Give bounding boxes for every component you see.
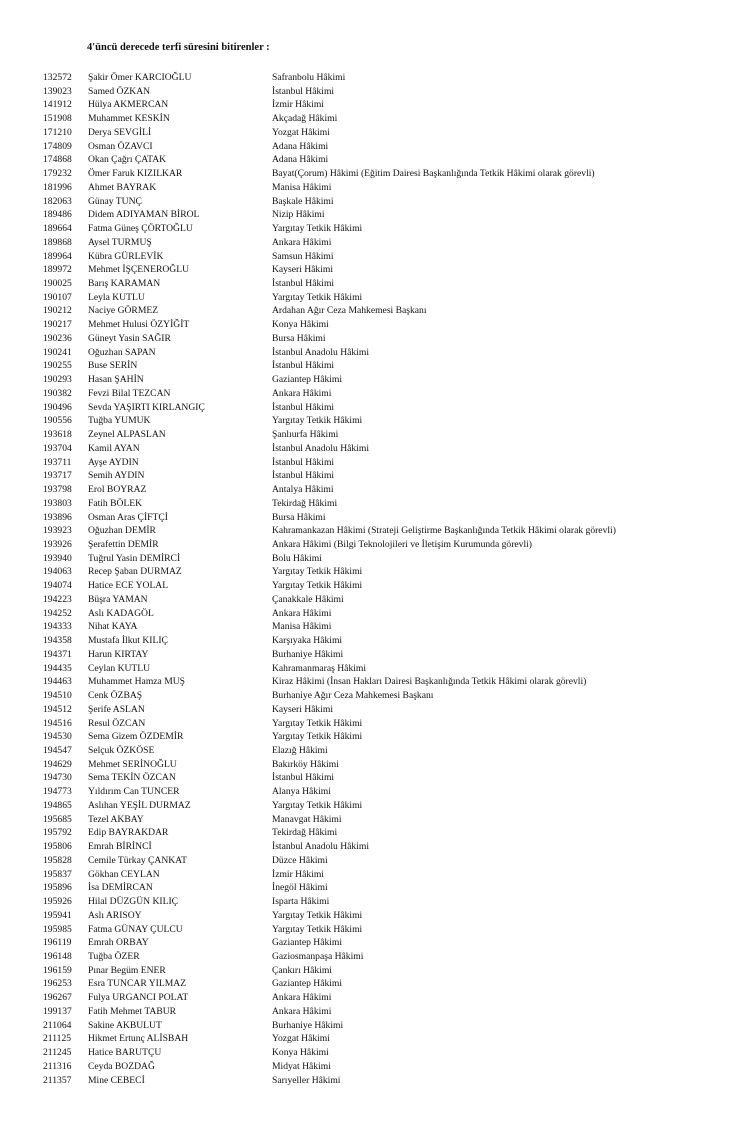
judge-name: Muhammet Hamza MUŞ [88,676,185,688]
judge-name: Nihat KAYA [88,621,138,633]
list-item [43,1046,713,1060]
judge-name: Yıldırım Can TUNCER [88,786,180,798]
registry-number: 190556 [43,415,72,427]
assignment: Adana Hâkimi [272,140,329,152]
judge-name: Ahmet BAYRAK [88,181,157,193]
registry-number: 196253 [43,978,72,990]
assignment: Başkale Hâkimi [272,195,334,207]
judge-name: Sema Gizem ÖZDEMİR [88,731,184,743]
list-item [43,977,713,991]
list-item [43,153,713,167]
registry-number: 194510 [43,690,72,702]
judge-name: Resul ÖZCAN [88,717,146,729]
list-item [43,1032,713,1046]
list-item [43,634,713,648]
judge-name: Aslı ARISOY [88,909,142,921]
list-item [43,923,713,937]
list-item [43,607,713,621]
judge-name: Edip BAYRAKDAR [88,827,169,839]
list-item [43,318,713,332]
list-item [43,895,713,909]
assignment: Akçadağ Hâkimi [272,113,338,125]
registry-number: 194629 [43,758,72,770]
registry-number: 193940 [43,552,72,564]
list-item [43,181,713,195]
assignment: Yozgat Hâkimi [272,126,330,138]
list-item [43,414,713,428]
judge-name: Aysel TURMUŞ [88,236,152,248]
list-item [43,730,713,744]
list-item [43,826,713,840]
list-item [43,222,713,236]
assignment: Kiraz Hâkimi (İnsan Hakları Dairesi Başkanlığında Tetkik Hâkimi olarak görevli) [272,676,587,688]
registry-number: 190382 [43,387,72,399]
list-item [43,126,713,140]
assignment: Alanya Hâkimi [272,786,331,798]
registry-number: 193803 [43,497,72,509]
assignment: Manisa Hâkimi [272,621,332,633]
assignment: Ankara Hâkimi [272,387,332,399]
registry-number: 179232 [43,168,72,180]
registry-number: 193711 [43,456,72,468]
registry-number: 195896 [43,882,72,894]
assignment: Burhaniye Hâkimi [272,1019,344,1031]
assignment: Bolu Hâkimi [272,552,322,564]
list-item [43,771,713,785]
assignment: Yargıtay Tetkik Hâkimi [272,799,363,811]
judge-name: Selçuk ÖZKÖSE [88,744,155,756]
registry-number: 194223 [43,593,72,605]
registry-number: 189972 [43,264,72,276]
judge-name: Mehmet SERİNOĞLU [88,758,177,770]
assignment: Yargıtay Tetkik Hâkimi [272,291,363,303]
judge-name: Erol BOYRAZ [88,484,147,496]
list-item [43,538,713,552]
registry-number: 182063 [43,195,72,207]
assignment: Yargıtay Tetkik Hâkimi [272,580,363,592]
judge-name: Ceylan KUTLU [88,662,151,674]
registry-number: 190496 [43,401,72,413]
judge-name: Mustafa İlkut KILIÇ [88,635,168,647]
registry-number: 195828 [43,854,72,866]
judge-name: Osman Aras ÇİFTÇİ [88,511,168,523]
registry-number: 211125 [43,1033,72,1045]
assignment: Gaziantep Hâkimi [272,978,343,990]
registry-number: 193896 [43,511,72,523]
assignment: Manisa Hâkimi [272,181,332,193]
assignment: Ankara Hâkimi [272,992,332,1004]
list-item [43,703,713,717]
registry-number: 196119 [43,937,72,949]
assignment: Isparta Hâkimi [272,896,330,908]
registry-number: 190107 [43,291,72,303]
judge-name: Hatice ECE YOLAL [88,580,169,592]
judge-name: Leyla KUTLU [88,291,145,303]
registry-number: 132572 [43,72,72,83]
list-item [43,579,713,593]
judge-name: Mine CEBECİ [88,1074,145,1086]
judge-name: Hatice BARUTÇU [88,1047,162,1059]
registry-number: 211316 [43,1060,72,1072]
judge-name: Sema TEKİN ÖZCAN [88,772,176,784]
judge-name: Şakir Ömer KARCIOĞLU [88,72,192,83]
assignment: Konya Hâkimi [272,319,329,331]
judge-name: Aslı KADAGÖL [88,607,154,619]
list-item [43,511,713,525]
judge-name: Okan Çağrı ÇATAK [88,154,167,166]
assignment: İzmir Hâkimi [272,868,324,880]
list-item [43,868,713,882]
judge-name: Kübra GÜRLEVİK [88,250,164,262]
assignment: Kahramankazan Hâkimi (Strateji Geliştirme Başkanlığında Tetkik Hâkimi olarak görevli) [272,525,616,537]
assignment: İstanbul Anadolu Hâkimi [272,346,369,358]
list-item [43,236,713,250]
registry-number: 194333 [43,621,72,633]
list-item [43,250,713,264]
assignment: Kayseri Hâkimi [272,703,334,715]
registry-number: 194435 [43,662,72,674]
list-item [43,881,713,895]
assignment: Düzce Hâkimi [272,854,328,866]
list-item [43,840,713,854]
assignment: Yargıtay Tetkik Hâkimi [272,566,363,578]
document-heading: 4'üncü derecede terfi süresini bitirenler : [87,42,270,53]
judge-name: Harun KIRTAY [88,648,149,660]
judge-name: Emrah BİRİNCİ [88,841,152,853]
registry-number: 151908 [43,113,72,125]
judge-name: Şerafettin DEMİR [88,538,159,550]
registry-number: 211064 [43,1019,72,1031]
registry-number: 194463 [43,676,72,688]
judge-name: Tuğba YUMUK [88,415,151,427]
assignment: Karşıyaka Hâkimi [272,635,343,647]
registry-number: 189486 [43,209,72,221]
list-item [43,359,713,373]
assignment: Yozgat Hâkimi [272,1033,330,1045]
judge-name: İsa DEMİRCAN [88,882,153,894]
judge-name: Recep Şaban DURMAZ [88,566,182,578]
assignment: Safranbolu Hâkimi [272,72,346,83]
registry-number: 195926 [43,896,72,908]
assignment: İstanbul Hâkimi [272,85,335,97]
list-item [43,332,713,346]
judge-name: Sakine AKBULUT [88,1019,162,1031]
assignment: Ankara Hâkimi (Bilgi Teknolojileri ve İletişim Kurumunda görevli) [272,538,532,550]
assignment: İstanbul Hâkimi [272,401,335,413]
assignment: Midyat Hâkimi [272,1060,331,1072]
list-item [43,442,713,456]
assignment: Yargıtay Tetkik Hâkimi [272,731,363,743]
assignment: İstanbul Hâkimi [272,456,335,468]
judge-name: Fatma Güneş ÇÖRTOĞLU [88,223,193,235]
list-item [43,648,713,662]
assignment: Nizip Hâkimi [272,209,325,221]
judge-name: Samed ÖZKAN [88,85,151,97]
assignment: Konya Hâkimi [272,1047,329,1059]
judge-name: Fatih BÖLEK [88,497,143,509]
registry-number: 194773 [43,786,72,798]
registry-number: 190212 [43,305,72,317]
registry-number: 211357 [43,1074,72,1086]
assignment: Elazığ Hâkimi [272,744,328,756]
assignment: Yargıtay Tetkik Hâkimi [272,909,363,921]
list-item [43,401,713,415]
list-item [43,373,713,387]
registry-number: 193618 [43,429,72,441]
assignment: Kahramanmaraş Hâkimi [272,662,367,674]
judge-name: Fatih Mehmet TABUR [88,1005,177,1017]
list-item [43,964,713,978]
list-item [43,552,713,566]
assignment: Bursa Hâkimi [272,511,326,523]
list-item [43,346,713,360]
registry-number: 196148 [43,951,72,962]
list-item [43,909,713,923]
assignment: Kayseri Hâkimi [272,264,334,276]
list-item [43,593,713,607]
assignment: İstanbul Anadolu Hâkimi [272,841,369,853]
judge-name: Ömer Faruk KIZILKAR [88,168,183,180]
list-item [43,387,713,401]
registry-number: 195985 [43,923,72,935]
list-item [43,950,713,964]
judge-name: Oğuzhan DEMİR [88,525,156,537]
list-item [43,758,713,772]
judge-name: Didem ADIYAMAN BİROL [88,209,200,221]
list-item [43,428,713,442]
list-item [43,304,713,318]
assignment: Gaziantep Hâkimi [272,937,343,949]
assignment: Bakırköy Hâkimi [272,758,339,770]
judge-name: Fulya URGANCI POLAT [88,992,189,1004]
registry-number: 195837 [43,868,72,880]
judge-name: Şerife ASLAN [88,703,145,715]
list-item [43,71,713,85]
judge-name: Oğuzhan SAPAN [88,346,156,358]
judge-name: Esra TUNCAR YILMAZ [88,978,187,990]
judge-name: Ayşe AYDIN [88,456,139,468]
assignment: Gaziosmanpaşa Hâkimi [272,951,364,962]
registry-number: 190293 [43,374,72,386]
assignment: Yargıtay Tetkik Hâkimi [272,223,363,235]
assignment: İstanbul Hâkimi [272,278,335,290]
assignment: Ankara Hâkimi [272,607,332,619]
list-item [43,799,713,813]
assignment: Yargıtay Tetkik Hâkimi [272,717,363,729]
judge-name: Aslıhan YEŞİL DURMAZ [88,799,191,811]
registry-number: 189868 [43,236,72,248]
assignment: Adana Hâkimi [272,154,329,166]
registry-number: 190255 [43,360,72,372]
list-item [43,208,713,222]
judge-name: Fevzi Bilal TEZCAN [88,387,171,399]
judge-name: Naciye GÖRMEZ [88,305,159,317]
assignment: Çanakkale Hâkimi [272,593,344,605]
judge-list [43,71,713,1087]
judge-name: Güneyt Yasin SAĞIR [88,332,171,344]
judge-name: Mehmet Hulusi ÖZYİĞİT [88,319,190,331]
registry-number: 174809 [43,140,72,152]
registry-number: 194358 [43,635,72,647]
judge-name: Hasan ŞAHİN [88,374,144,386]
registry-number: 195685 [43,813,72,825]
registry-number: 193926 [43,538,72,550]
list-item [43,675,713,689]
judge-name: Büşra YAMAN [88,593,148,605]
registry-number: 194371 [43,648,72,660]
registry-number: 194074 [43,580,72,592]
judge-name: Hülya AKMERCAN [88,99,169,111]
assignment: Sarıyeller Hâkimi [272,1074,341,1086]
list-item [43,785,713,799]
judge-name: Mehmet İŞÇENEROĞLU [88,264,189,276]
registry-number: 194530 [43,731,72,743]
registry-number: 194063 [43,566,72,578]
list-item [43,565,713,579]
assignment: Burhaniye Ağır Ceza Mahkemesi Başkanı [272,690,434,702]
assignment: İstanbul Hâkimi [272,360,335,372]
registry-number: 189664 [43,223,72,235]
registry-number: 195806 [43,841,72,853]
registry-number: 194547 [43,744,72,756]
judge-name: Tuğba ÖZER [88,951,140,962]
judge-name: Barış KARAMAN [88,278,161,290]
list-item [43,291,713,305]
list-item [43,483,713,497]
registry-number: 196267 [43,992,72,1004]
assignment: Bayat(Çorum) Hâkimi (Eğitim Dairesi Başkanlığında Tetkik Hâkimi olarak görevli) [272,168,595,180]
judge-name: Emrah ORBAY [88,937,149,949]
list-item [43,936,713,950]
judge-name: Zeynel ALPASLAN [88,429,166,441]
registry-number: 194252 [43,607,72,619]
assignment: Şanlıurfa Hâkimi [272,429,339,441]
judge-name: Cenk ÖZBAŞ [88,690,143,702]
judge-name: Tezel AKBAY [88,813,144,825]
list-item [43,524,713,538]
list-item [43,1005,713,1019]
list-item [43,854,713,868]
judge-name: Gökhan CEYLAN [88,868,160,880]
registry-number: 211245 [43,1047,72,1059]
assignment: Bursa Hâkimi [272,332,326,344]
list-item [43,813,713,827]
list-item [43,85,713,99]
judge-name: Kamil AYAN [88,442,140,454]
judge-name: Buse SERİN [88,360,138,372]
list-item [43,263,713,277]
judge-name: Fatma GÜNAY ÇULCU [88,923,183,935]
assignment: İzmir Hâkimi [272,99,324,111]
list-item [43,277,713,291]
registry-number: 194516 [43,717,72,729]
judge-name: Sevda YAŞIRTI KIRLANGIÇ [88,401,205,413]
assignment: Yargıtay Tetkik Hâkimi [272,923,363,935]
judge-name: Günay TUNÇ [88,195,142,207]
list-item [43,167,713,181]
registry-number: 193798 [43,484,72,496]
assignment: Ankara Hâkimi [272,1005,332,1017]
list-item [43,195,713,209]
registry-number: 193923 [43,525,72,537]
judge-name: Osman ÖZAVCI [88,140,153,152]
list-item [43,689,713,703]
registry-number: 139023 [43,85,72,97]
list-item [43,1074,713,1088]
registry-number: 195792 [43,827,72,839]
judge-name: Cemile Türkay ÇANKAT [88,854,187,866]
registry-number: 196159 [43,964,72,976]
assignment: Samsun Hâkimi [272,250,334,262]
registry-number: 194512 [43,703,72,715]
judge-name: Derya SEVGİLİ [88,126,152,138]
list-item [43,717,713,731]
assignment: Gaziantep Hâkimi [272,374,343,386]
list-item [43,112,713,126]
judge-name: Ceyda BOZDAĞ [88,1060,155,1072]
registry-number: 141912 [43,99,72,111]
assignment: İstanbul Hâkimi [272,470,335,482]
registry-number: 194865 [43,799,72,811]
registry-number: 190236 [43,332,72,344]
assignment: Ardahan Ağır Ceza Mahkemesi Başkanı [272,305,427,317]
registry-number: 195941 [43,909,72,921]
assignment: Yargıtay Tetkik Hâkimi [272,415,363,427]
assignment: İstanbul Anadolu Hâkimi [272,442,369,454]
list-item [43,620,713,634]
list-item [43,140,713,154]
assignment: İnegöl Hâkimi [272,882,328,894]
list-item [43,497,713,511]
assignment: Antalya Hâkimi [272,484,334,496]
registry-number: 174868 [43,154,72,166]
list-item [43,744,713,758]
judge-name: Tuğrul Yasin DEMİRCİ [88,552,181,564]
assignment: Burhaniye Hâkimi [272,648,344,660]
judge-name: Hilal DÜZGÜN KILIÇ [88,896,179,908]
registry-number: 193704 [43,442,72,454]
registry-number: 189964 [43,250,72,262]
list-item [43,991,713,1005]
list-item [43,98,713,112]
list-item [43,469,713,483]
assignment: Çankırı Hâkimi [272,964,332,976]
registry-number: 190217 [43,319,72,331]
list-item [43,1019,713,1033]
list-item [43,1060,713,1074]
list-item [43,662,713,676]
assignment: İstanbul Hâkimi [272,772,335,784]
registry-number: 171210 [43,126,72,138]
registry-number: 190241 [43,346,72,358]
registry-number: 181996 [43,181,72,193]
assignment: Ankara Hâkimi [272,236,332,248]
judge-name: Pınar Begüm ENER [88,964,166,976]
assignment: Tekirdağ Hâkimi [272,827,338,839]
registry-number: 190025 [43,278,72,290]
judge-name: Hikmet Ertunç ALİSBAH [88,1033,189,1045]
registry-number: 194730 [43,772,72,784]
assignment: Tekirdağ Hâkimi [272,497,338,509]
assignment: Manavgat Hâkimi [272,813,342,825]
registry-number: 199137 [43,1005,72,1017]
judge-name: Muhammet KESKİN [88,113,170,125]
registry-number: 193717 [43,470,72,482]
judge-name: Semih AYDIN [88,470,145,482]
list-item [43,456,713,470]
